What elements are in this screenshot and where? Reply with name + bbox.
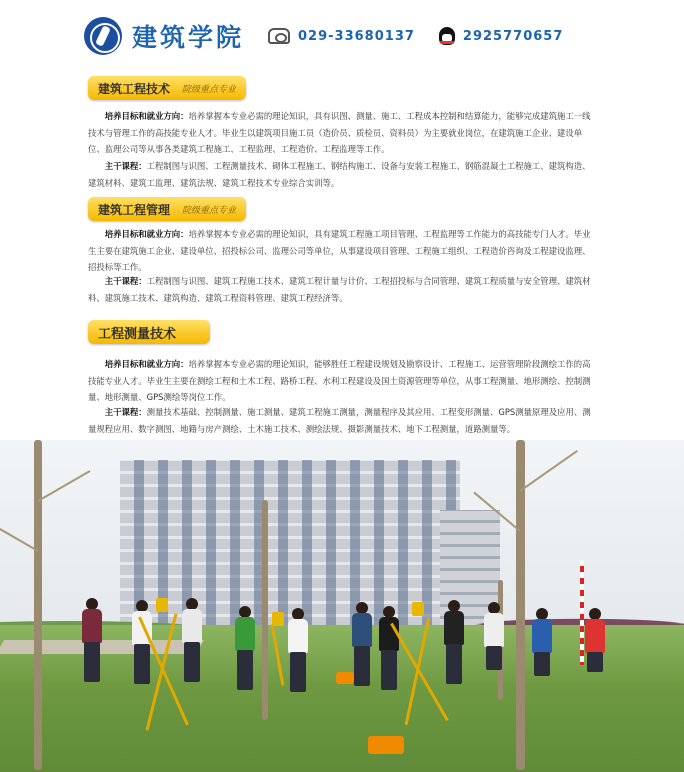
section-tag: 院级重点专业: [182, 205, 237, 216]
section-name: 建筑工程管理: [98, 202, 171, 217]
student: [286, 608, 310, 694]
qq-icon: [439, 27, 455, 45]
student: [232, 606, 258, 696]
phone-icon: [268, 28, 290, 44]
phone-number: 029-33680137: [298, 28, 415, 44]
surveying-instrument: [156, 598, 168, 612]
goal-text: 培养掌握本专业必需的理论知识，具有建筑工程施工项目管理、工程监理等工作能力的高技能专门人才。毕业生主要在建筑施工企业、建设单位、招投标公司、监理公司等单位，从事建设项目管理、工程施工组织、工程造价咨询及工程建设监理、招投标等工作。: [88, 229, 591, 273]
course-text: 测量技术基础、控制测量、施工测量、建筑工程施工测量，测量程序及其应用、工程变形测量、GPS测量原理及应用、测量规程应用、数字测图、地籍与房产测绘、土木施工技术、测绘法规、摄影测量技术、地下工程测量，道路测量等。: [88, 407, 591, 434]
header: [84, 16, 644, 56]
section-title-construction-tech: [88, 76, 246, 100]
student: [484, 602, 504, 672]
student: [440, 600, 468, 700]
instrument-case: [368, 736, 404, 754]
student: [178, 598, 206, 698]
instrument-case: [336, 672, 354, 684]
course-text: 工程制图与识图、工程测量技术、砌体工程施工、钢结构施工、设备与安装工程施工、钢筋混凝土工程施工、建筑构造、建筑材料、建筑工监理、建筑法规、建筑工程技术专业综合实训等。: [88, 161, 591, 188]
qq-number: 2925770657: [462, 28, 564, 44]
student: [78, 598, 106, 698]
section-course-paragraph: [88, 158, 592, 191]
section-goal-paragraph: [88, 108, 592, 158]
goal-label: 培养目标和就业方向：: [104, 229, 189, 239]
section-name: 工程测量技术: [98, 326, 177, 342]
school-logo-icon: [84, 17, 122, 55]
section-course-paragraph: [88, 404, 592, 437]
surveying-instrument: [412, 602, 424, 616]
goal-label: 培养目标和就业方向：: [104, 111, 189, 121]
survey-pole: [580, 560, 584, 665]
course-text: 工程制图与识图、建筑工程施工技术、建筑工程计量与计价、工程招投标与合同管理、建筑工程质量与安全管理、建筑材料、建筑施工技术、建筑构造、建筑工程资料管理、建筑工程经济等。: [88, 276, 591, 303]
goal-text: 培养掌握本专业必需的理论知识，能够胜任工程建设规划及勘察设计、工程施工、运营管理阶段测绘工作的高技能专业人才。毕业生主要在测绘工程和土木工程、路桥工程、水利工程建设及国土资源管理等单位，从事工程测量、地形测绘、控制测量、地形测量、GPS测绘等岗位工作。: [88, 359, 591, 403]
campus-surveying-practice-photo: [0, 440, 684, 772]
course-label: 主干课程：: [104, 407, 147, 417]
section-course-paragraph: [88, 273, 592, 306]
course-label: 主干课程：: [104, 161, 147, 171]
student: [586, 608, 604, 672]
student: [376, 606, 402, 702]
course-label: 主干课程：: [104, 276, 147, 286]
student: [348, 602, 376, 702]
section-goal-paragraph: [88, 226, 592, 276]
section-tag: 院级重点专业: [182, 84, 237, 95]
tree-trunk: [34, 440, 42, 770]
section-goal-paragraph: [88, 356, 592, 406]
goal-text: 培养掌握本专业必需的理论知识，具有识图、测量、施工、工程成本控制和结算能力，能够完成建筑施工一线技术与管理工作的高技能专业人才。毕业生以建筑项目施工员（造价员、质检员、资料员）为主要就业岗位，在建筑施工企业、建设单位、监理公司等从事各类建筑工程施工、工程监理、工程造价、工程监理等工作。: [88, 111, 591, 155]
surveying-instrument: [272, 612, 284, 626]
school-name: 建筑学院: [132, 23, 245, 52]
section-title-construction-management: [88, 197, 246, 221]
student: [532, 608, 552, 678]
tree-trunk: [262, 500, 268, 720]
goal-label: 培养目标和就业方向：: [104, 359, 189, 369]
section-title-surveying-tech: [88, 320, 210, 344]
section-name: 建筑工程技术: [98, 81, 171, 96]
